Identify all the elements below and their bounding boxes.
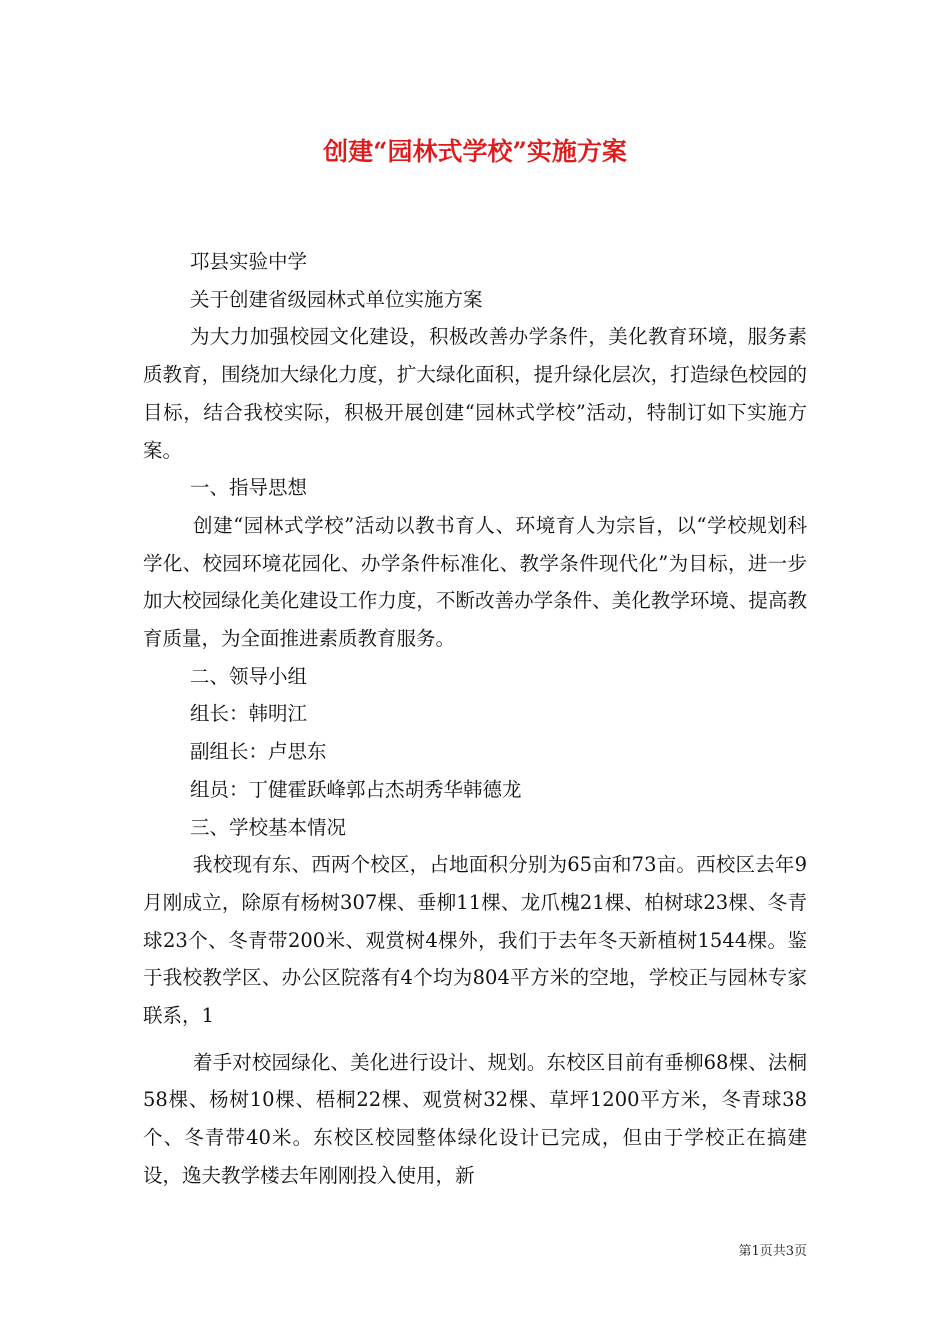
document-body (143, 243, 807, 1195)
school-name: 邛县实验中学 (190, 250, 308, 273)
group-deputy-leader: 副组长：卢思东 (190, 740, 327, 764)
school-basics-paragraph-1: 我校现有东、西两个校区，占地面积分别为65亩和73亩。西校区去年9月刚成立，除原有杨树307棵、垂柳11棵、龙爪槐21棵、柏树球23棵、冬青球23个、冬青带200米、观赏树4棵外，我们于去年冬天新植树1544棵。鉴于我校教学区、办公区院落有4个均为804平方米的空地，学校正与园林专家联系，1 (143, 853, 807, 1028)
intro-paragraph: 为大力加强校园文化建设，积极改善办学条件，美化教育环境，服务素质教育，围绕加大绿化力度，扩大绿化面积，提升绿化层次，打造绿色校园的目标，结合我校实际，积极开展创建“园林式学校”活动，特制订如下实施方案。 (143, 325, 807, 462)
document-subtitle: 关于创建省级园林式单位实施方案 (190, 287, 483, 311)
document-title: 创建“园林式学校”实施方案 (323, 137, 627, 166)
group-leader: 组长：韩明江 (190, 702, 308, 726)
section-heading-guiding-thought: 一、指导思想 (190, 476, 308, 500)
section-heading-school-basics: 三、学校基本情况 (190, 815, 347, 839)
page-number: 第1页共3页 (738, 1244, 807, 1259)
school-basics-paragraph-2: 着手对校园绿化、美化进行设计、规划。东校区目前有垂柳68棵、法桐58棵、杨树10棵、梧桐22棵、观赏树32棵、草坪1200平方米，冬青球38个、冬青带40米。东校区校园整体绿化设计已完成，但由于学校正在搞建设，逸夫教学楼去年刚刚投入使用，新 (143, 1050, 807, 1187)
guiding-thought-paragraph: 创建“园林式学校”活动以教书育人、环境育人为宗旨，以“学校规划科学化、校园环境花园化、办学条件标准化、教学条件现代化”为目标，进一步加大校园绿化美化建设工作力度，不断改善办学条件、美化教学环境、提高教育质量，为全面推进素质教育服务。 (143, 513, 807, 651)
section-heading-leadership-group: 二、领导小组 (190, 664, 308, 688)
group-members: 组员：丁健霍跃峰郭占杰胡秀华韩德龙 (190, 777, 522, 801)
